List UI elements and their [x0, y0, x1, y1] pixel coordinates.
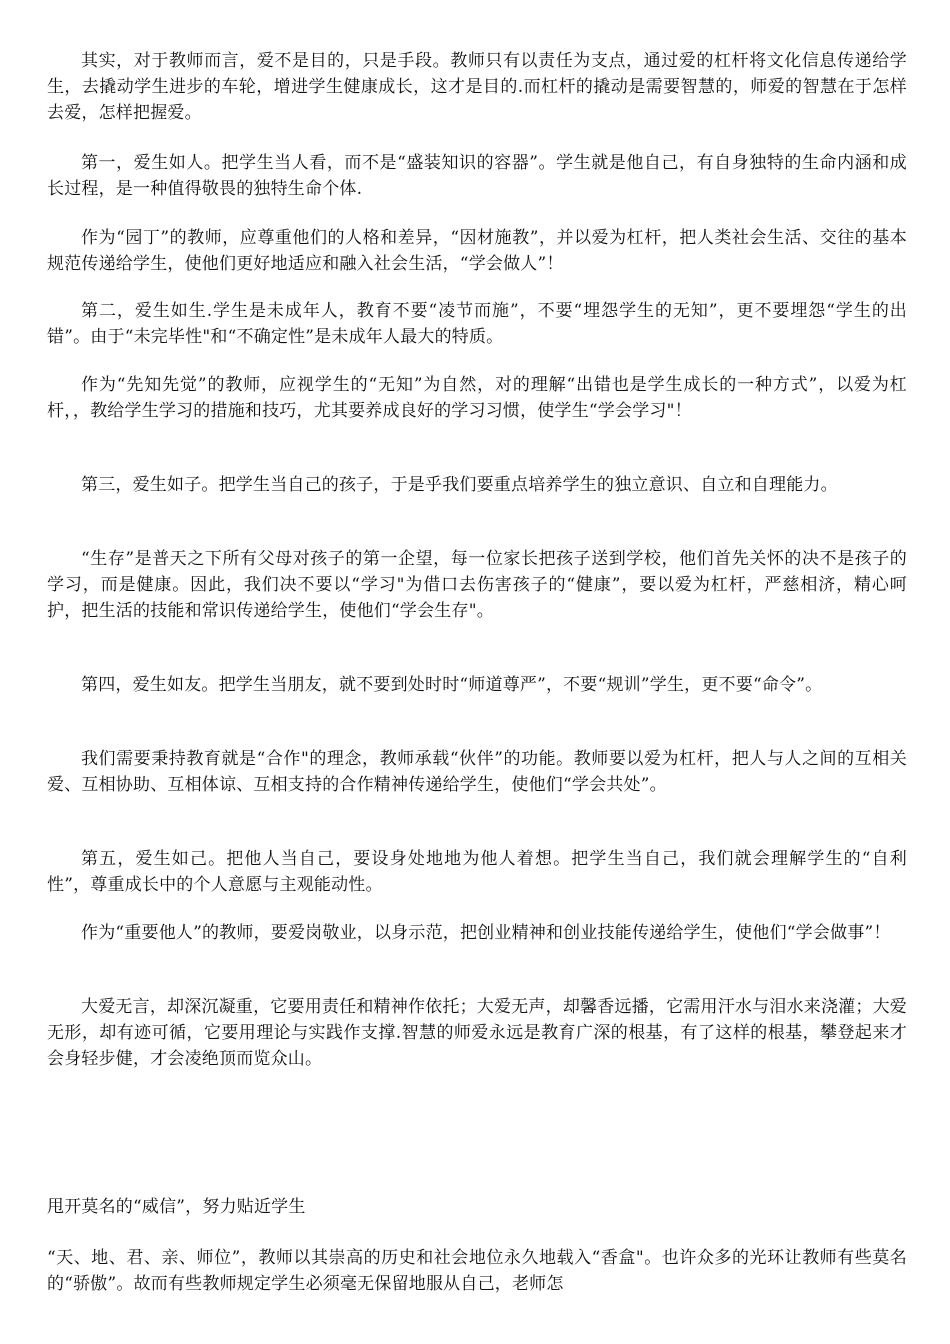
- section-title: 甩开莫名的“威信”，努力贴近学生: [47, 1197, 306, 1217]
- paragraph-point-two: 第二，爱生如生.学生是未成年人，教育不要“凌节而施”，不要“埋怨学生的无知”，更不要埋怨“学生的出错”。由于“未完毕性"和“不确定性”是未成年人最大的特质。: [47, 301, 907, 347]
- paragraph-gardener: 作为“园丁”的教师，应尊重他们的人格和差异，“因材施教”，并以爱为杠杆，把人类社会生活、交往的基本规范传递给学生，使他们更好地适应和融入社会生活，“学会做人”！: [47, 228, 907, 274]
- paragraph-point-three: 第三，爱生如子。把学生当自己的孩子，于是乎我们要重点培养学生的独立意识、自立和自理能力。: [81, 475, 838, 495]
- section-first-paragraph: “天、地、君、亲、师位”，教师以其崇高的历史和社会地位永久地载入“香盒"。也许众多的光环让教师有些莫名的“骄傲”。故而有些教师规定学生必须毫无保留地服从自己，老师怎: [47, 1248, 907, 1294]
- paragraph-point-one: 第一，爱生如人。把学生当人看，而不是“盛装知识的容器”。学生就是他自己，有自身独特的生命内涵和成长过程，是一种值得敬畏的独特生命个体.: [47, 153, 907, 199]
- paragraph-prophet: 作为“先知先觉”的教师，应视学生的“无知”为自然，对的理解“出错也是学生成长的一种方式”，以爱为杠杆，，教给学生学习的措施和技巧，尤其要养成良好的学习习惯，使学生“学会学习"！: [47, 375, 907, 421]
- paragraph-significant-other: 作为“重要他人”的教师，要爱岗敬业，以身示范，把创业精神和创业技能传递给学生，使他们“学会做事”！: [81, 923, 891, 943]
- paragraph-conclusion: 大爱无言，却深沉凝重，它要用责任和精神作依托；大爱无声，却馨香远播，它需用汗水与泪水来浇灌；大爱无形，却有迹可循，它要用理论与实践作支撑.智慧的师爱永远是教育广深的根基，有了这样的根基，攀登起来才会身轻步健，才会凌绝顶而览众山。: [47, 997, 907, 1069]
- paragraph-point-five: 第五，爱生如己。把他人当自己，要设身处地地为他人着想。把学生当自己，我们就会理解学生的“自利性”，尊重成长中的个人意愿与主观能动性。: [47, 849, 907, 895]
- paragraph-cooperation: 我们需要秉持教育就是“合作"的理念，教师承载“伙伴”的功能。教师要以爱为杠杆，把人与人之间的互相关爱、互相协助、互相体谅、互相支持的合作精神传递给学生，使他们“学会共处”。: [47, 749, 907, 795]
- paragraph-survival: “生存”是普天之下所有父母对孩子的第一企望，每一位家长把孩子送到学校，他们首先关怀的决不是孩子的学习，而是健康。因此，我们决不要以“学习"为借口去伤害孩子的“健康”，要以爱为杠杆，严慈相济，精心呵护，把生活的技能和常识传递给学生，使他们“学会生存"。: [47, 549, 907, 621]
- paragraph-point-four: 第四，爱生如友。把学生当朋友，就不要到处时时“师道尊严”，不要“规训”学生，更不要“命令”。: [81, 675, 823, 695]
- paragraph-intro: 其实，对于教师而言，爱不是目的，只是手段。教师只有以责任为支点，通过爱的杠杆将文化信息传递给学生，去撬动学生进步的车轮，增进学生健康成长，这才是目的.而杠杆的撬动是需要智慧的，师爱的智慧在于怎样去爱，怎样把握爱。: [47, 51, 907, 123]
